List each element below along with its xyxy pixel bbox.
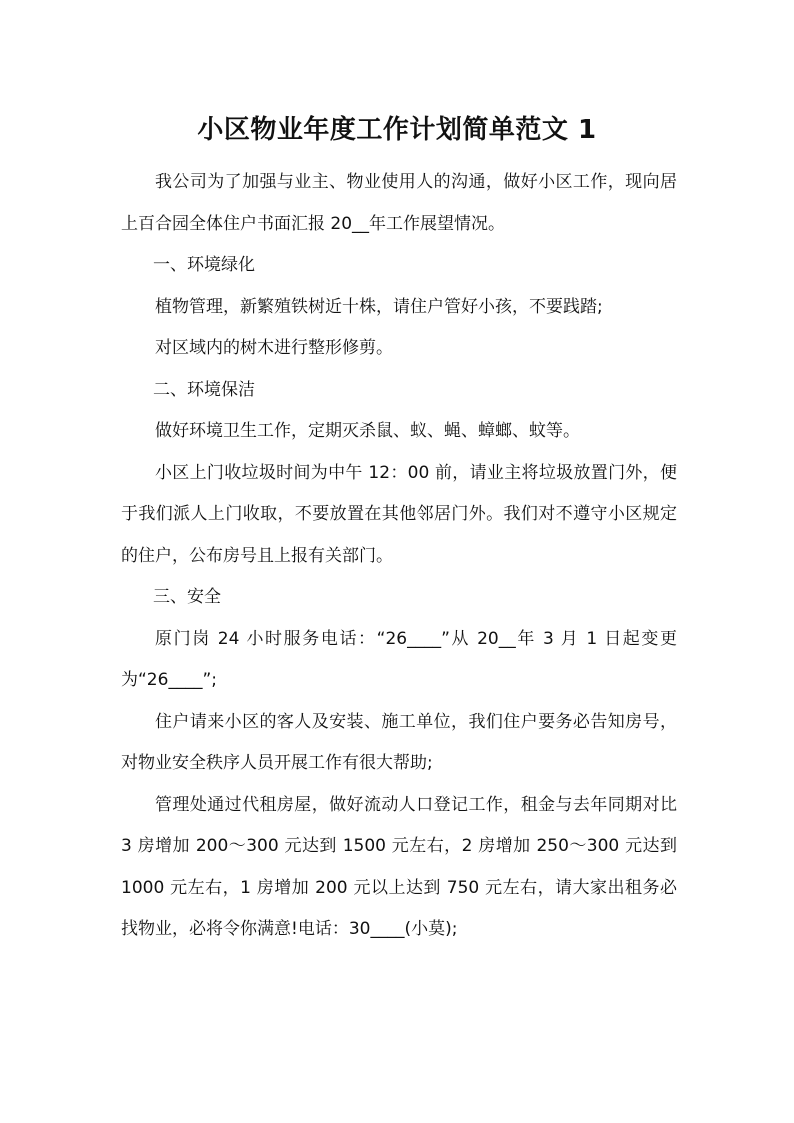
intro-paragraph: 我公司为了加强与业主、物业使用人的沟通，做好小区工作，现向居上百合园全体住户书面汇报 20__年工作展望情况。	[121, 172, 677, 234]
paragraph: 植物管理，新繁殖铁树近十株，请住户管好小孩，不要践踏;	[155, 296, 603, 317]
section-heading-security: 三、安全	[153, 587, 221, 607]
paragraph: 小区上门收垃圾时间为中午 12：00 前，请业主将垃圾放置门外，便于我们派人上门收取，不要放置在其他邻居门外。我们对不遵守小区规定的住户，公布房号且上报有关部门。	[121, 462, 677, 566]
document-body	[121, 162, 683, 951]
section-heading-greening: 一、环境绿化	[153, 255, 255, 275]
paragraph: 做好环境卫生工作，定期灭杀鼠、蚁、蝇、蟑螂、蚊等。	[155, 421, 580, 441]
paragraph: 住户请来小区的客人及安装、施工单位，我们住户要务必告知房号，对物业安全秩序人员开展工作有很大帮助;	[121, 711, 677, 773]
paragraph: 对区域内的树木进行整形修剪。	[155, 338, 393, 358]
document-title: 小区物业年度工作计划简单范文 1	[197, 115, 597, 145]
paragraph: 管理处通过代租房屋，做好流动人口登记工作，租金与去年同期对比 3 房增加 200～300 元达到 1500 元左右，2 房增加 250～300 元达到 1000 元左右，1 房增加 200 元以上达到 750 元左右，请大家出租务必找物业，必将令你满意!电话：30____(小莫);	[121, 794, 683, 939]
paragraph: 原门岗 24 小时服务电话：“26____”从 20__年 3 月 1 日起变更为“26____”;	[121, 628, 677, 690]
section-heading-cleaning: 二、环境保洁	[153, 379, 255, 400]
